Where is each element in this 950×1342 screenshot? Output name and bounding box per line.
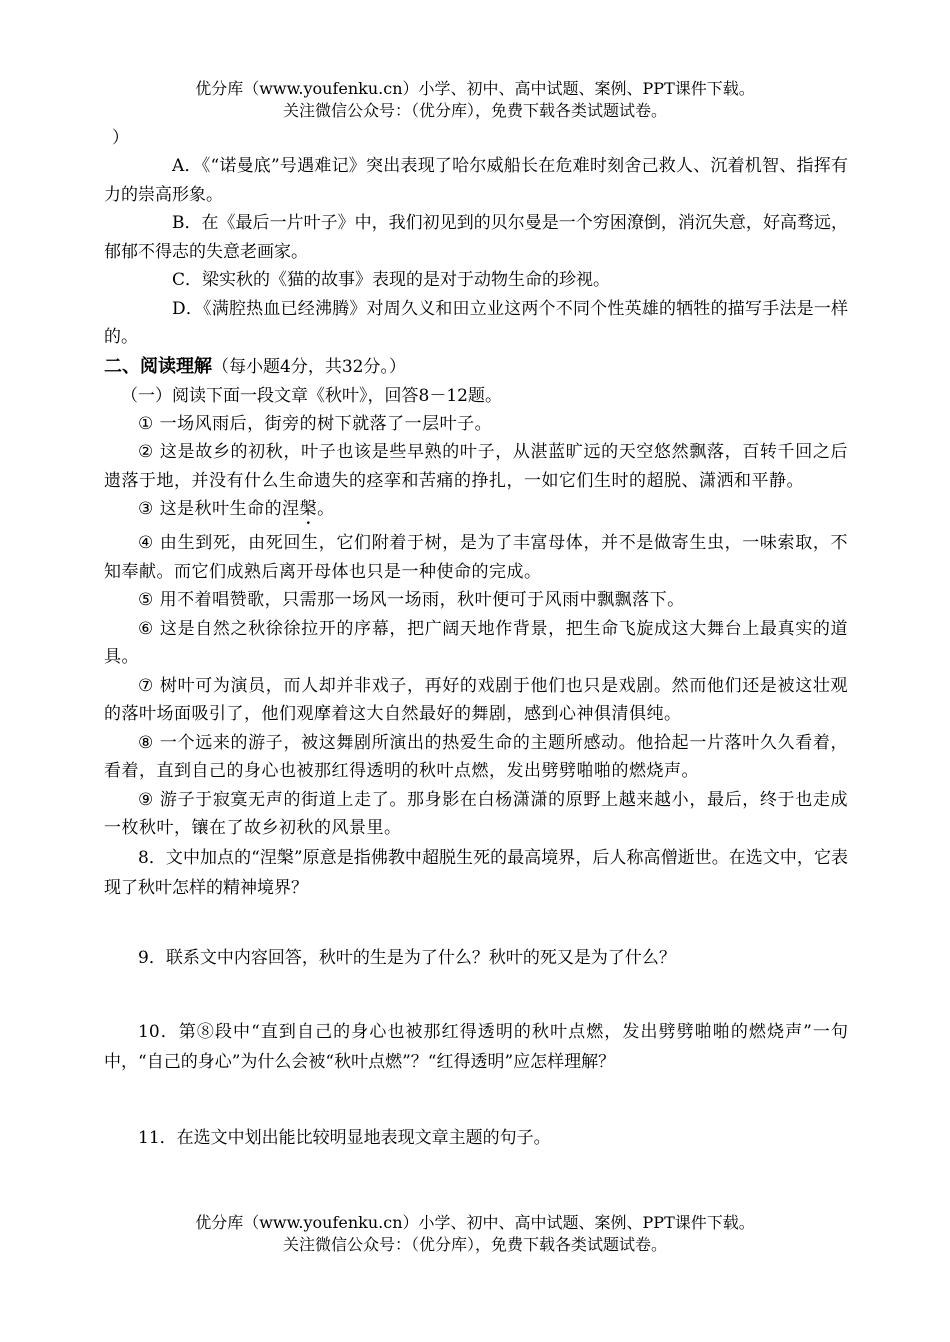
passage-paragraph-9: ⑨ 游子于寂寞无声的街道上走了。那身影在白杨潇潇的原野上越来越小，最后，终于也走成一枚秋叶，镶在了故乡初秋的风景里。 bbox=[104, 789, 848, 838]
page-header bbox=[0, 78, 950, 122]
dotted-character: 槃 bbox=[299, 499, 318, 519]
footer-line-1: 优分库（www.youfenku.cn）小学、初中、高中试题、案例、PPT课件下载。 bbox=[195, 1213, 755, 1232]
passage-paragraph-4: ④ 由生到死，由死回生，它们附着于树，是为了丰富母体，并不是做寄生虫，一味索取，不知奉献。而它们成熟后离开母体也只是一种使命的完成。 bbox=[104, 533, 848, 582]
passage-paragraph-1: ① 一场风雨后，街旁的树下就落了一层叶子。 bbox=[138, 413, 493, 434]
option-a: A．《“诺曼底”号遇难记》突出表现了哈尔威船长在危难时刻舍己救人、沉着机智、指挥有力的崇高形象。 bbox=[104, 156, 848, 205]
passage-intro: （一）阅读下面一段文章《秋叶》，回答8－12题。 bbox=[121, 385, 502, 406]
page-footer bbox=[0, 1212, 950, 1256]
section-heading bbox=[104, 352, 848, 382]
passage-paragraph-7: ⑦ 树叶可为演员，而人却并非戏子，再好的戏剧于他们也只是戏剧。然而他们还是被这壮观的落叶场面吸引了，他们观摩着这大自然最好的舞剧，感到心神俱清俱纯。 bbox=[104, 675, 848, 724]
option-d: D．《满腔热血已经沸腾》对周久义和田立业这两个不同个性英雄的牺牲的描写手法是一样的。 bbox=[104, 298, 848, 347]
passage-paragraph-2: ② 这是故乡的初秋，叶子也该是些早熟的叶子，从湛蓝旷远的天空悠然飘落，百转千回之后遗落于地，并没有什么生命遗失的痉挛和苦痛的挣扎，一如它们生时的超脱、潇洒和平静。 bbox=[104, 442, 848, 491]
question-11: 11．在选文中划出能比较明显地表现文章主题的句子。 bbox=[138, 1127, 551, 1148]
leading-paren: ） bbox=[112, 128, 129, 148]
passage-paragraph-5: ⑤ 用不着唱赞歌，只需那一场风一场雨，秋叶便可于风雨中飘飘落下。 bbox=[138, 590, 685, 610]
question-10: 10．第⑧段中“直到自己的身心也被那红得透明的秋叶点燃，发出劈劈啪啪的燃烧声”一句中，“自己的身心”为什么会被“秋叶点燃”？“红得透明”应怎样理解？ bbox=[104, 1021, 848, 1072]
paragraph-3-end: 。 bbox=[317, 499, 335, 519]
passage-paragraph-3 bbox=[104, 495, 848, 529]
page-content bbox=[104, 124, 848, 1153]
section-score-note: （每小题4分，共32分。） bbox=[212, 356, 406, 377]
paragraph-3-text: ③ 这是秋叶生命的涅 bbox=[138, 499, 300, 519]
answer-space-10 bbox=[104, 1077, 848, 1123]
header-line-2: 关注微信公众号：（优分库），免费下载各类试题试卷。 bbox=[282, 101, 667, 120]
header-line-1: 优分库（www.youfenku.cn）小学、初中、高中试题、案例、PPT课件下载。 bbox=[195, 79, 755, 98]
passage-paragraph-6: ⑥ 这是自然之秋徐徐拉开的序幕，把广阔天地作背景，把生命飞旋成这大舞台上最真实的道具。 bbox=[104, 618, 848, 667]
passage-paragraph-8: ⑧ 一个远来的游子，被这舞剧所演出的热爱生命的主题所感动。他拾起一片落叶久久看着，看着，直到自己的身心也被那红得透明的秋叶点燃，发出劈劈啪啪的燃烧声。 bbox=[104, 732, 848, 781]
question-8: 8．文中加点的“涅槃”原意是指佛教中超脱生死的最高境界，后人称高僧逝世。在选文中，它表现了秋叶怎样的精神境界？ bbox=[104, 847, 848, 898]
section-title: 二、阅读理解 bbox=[104, 355, 212, 377]
answer-space-8 bbox=[104, 903, 848, 943]
option-b: B．在《最后一片叶子》中，我们初见到的贝尔曼是一个穷困潦倒，消沉失意，好高骛远，郁郁不得志的失意老画家。 bbox=[104, 213, 848, 262]
option-c: C．梁实秋的《猫的故事》表现的是对于动物生命的珍视。 bbox=[172, 270, 611, 290]
question-9: 9．联系文中内容回答，秋叶的生是为了什么？秋叶的死又是为了什么？ bbox=[138, 947, 676, 968]
answer-space-9 bbox=[104, 973, 848, 1017]
footer-line-2: 关注微信公众号：（优分库），免费下载各类试题试卷。 bbox=[282, 1235, 667, 1254]
